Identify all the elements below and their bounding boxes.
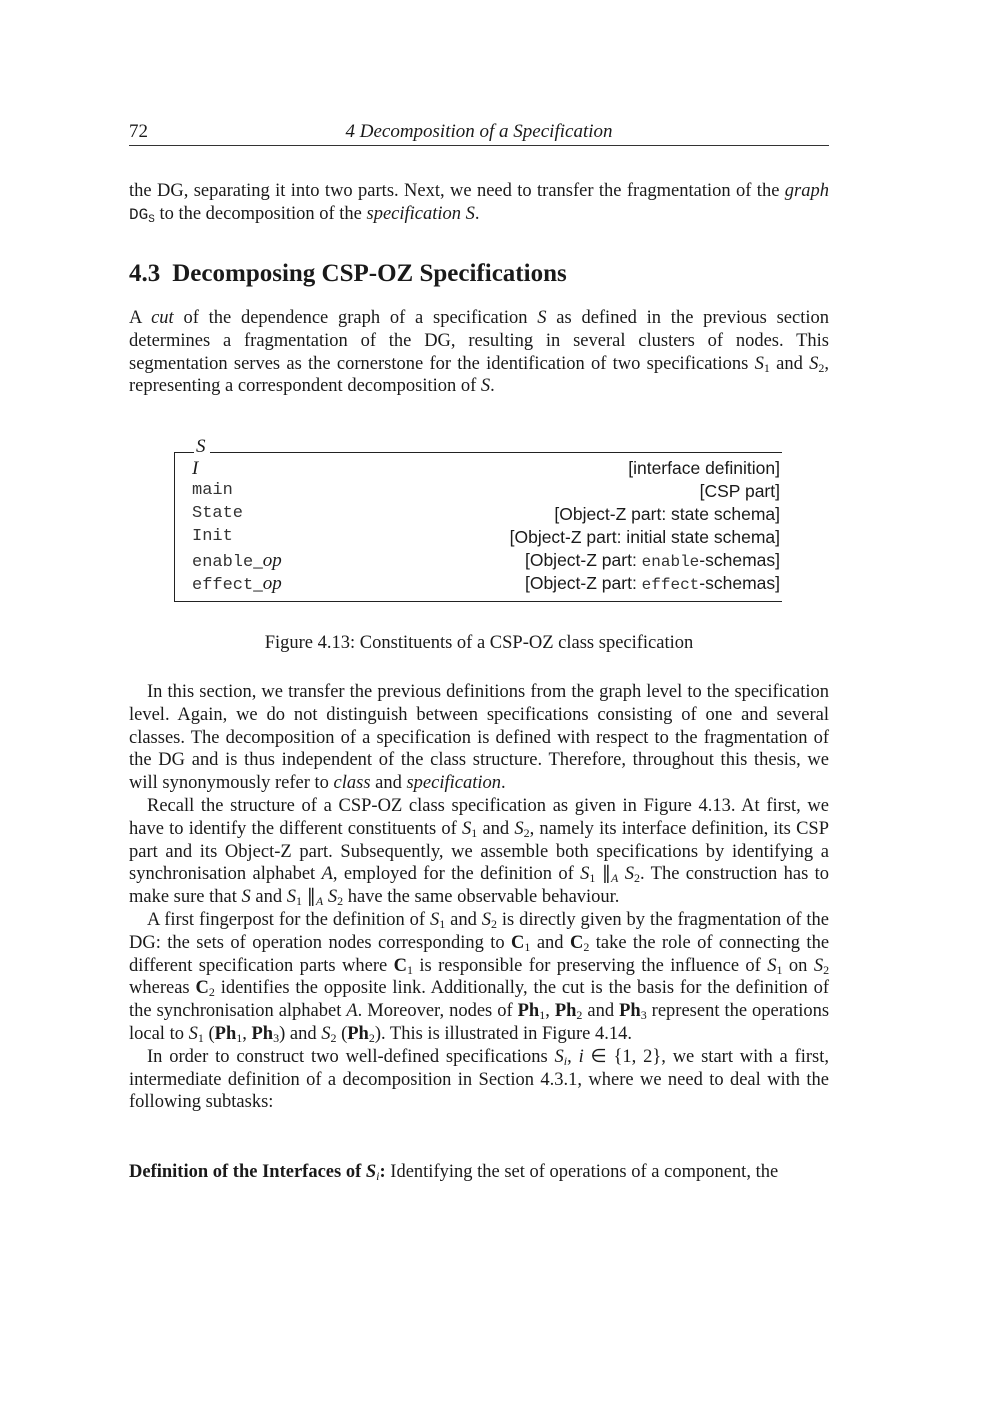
chapter-title: 4 Decomposition of a Specification (345, 121, 613, 142)
schema-row-init (192, 527, 780, 549)
section-number: 4.3 (129, 260, 161, 287)
definition-item: Definition of the Interfaces of $S_i$: Identifying the set of operations of a component, the (129, 1162, 779, 1183)
schema-top-rule (210, 452, 782, 453)
schema-value: [CSP part] (699, 481, 780, 501)
schema-key: I (192, 458, 199, 479)
paragraph-2: Recall the structure of a CSP-OZ class specification as given in Figure 4.13. At first, we have to identify the different constituents of $S_1$ and $S_2$, namely its interface definition, its CSP part and its Object-Z part. Subsequently, we assemble both specifications by identifying a synchronisation alphabet A, employed for the definition of $S_1$ $\parallel_A$ $S_2$. The construction has to make sure that S and $S_1$ $\parallel_A$ $S_2$ have the same observable behaviour. (129, 795, 830, 909)
body-text (129, 681, 829, 1114)
schema-key: effect_op (192, 573, 282, 595)
schema-left-rule (174, 452, 175, 602)
schema-key: main (192, 481, 233, 500)
schema-value: [Object-Z part: initial state schema] (509, 527, 780, 547)
paragraph-1: In this section, we transfer the previous definitions from the graph level to the specification level. Again, we do not distinguish between specifications consisting of one and several classes. The decomposition of a specification is defined with respect to the fragmentation of the DG and is thus independent of the class structure. Therefore, throughout this thesis, we will synonymously refer to class and specification. (129, 682, 829, 794)
schema-bottom-rule (174, 601, 782, 602)
schema-name: S (196, 436, 206, 457)
schema-value: [Object-Z part: state schema] (554, 504, 780, 524)
schema-top-rule-left (174, 452, 194, 453)
page-number: 72 (129, 121, 148, 142)
definition-term: Definition of the Interfaces of (129, 1162, 362, 1182)
paragraph-3: A first fingerpost for the definition of $S_1$ and $S_2$ is directly given by the fragmentation of the DG: the sets of operation nodes corresponding to $C_1$ and $C_2$ take the role of connecting the different specification parts where $C_1$ is responsible for preserving the influence of $S_1$ on $S_2$ whereas $C_2$ identifies the opposite link. Additionally, the cut is the basis for the definition of the synchronisation alphabet A. Moreover, nodes of $Ph_1$, $Ph_2$ and $Ph_3$ represent the operations local to $S_1$ ($Ph_1$, $Ph_3$) and $S_2$ $(Ph_2)$. This is illustrated in Figure 4.14. (129, 909, 830, 1045)
schema-row-state (192, 504, 780, 526)
schema-value: [Object-Z part: effect-schemas] (524, 573, 780, 594)
schema-row-main (192, 481, 780, 503)
schema-row-enable (192, 550, 780, 572)
intro-paragraph: the DG, separating it into two parts. Next, we need to transfer the fragmentation of the graph $DG_S$ to the decomposition of the specification S. (129, 181, 829, 226)
schema-key: Init (192, 527, 233, 546)
schema-key: enable_op (192, 550, 282, 572)
schema-value: [interface definition] (628, 458, 780, 478)
section-heading (129, 260, 567, 288)
figure-caption: Figure 4.13: Constituents of a CSP-OZ class specification (264, 633, 694, 653)
class-schema-box (174, 436, 782, 602)
running-header (129, 121, 829, 146)
section-title: Decomposing CSP-OZ Specifications (172, 260, 567, 287)
paragraph-cut: A cut of the dependence graph of a specification S as defined in the previous section determines a fragmentation of the DG, resulting in several clusters of nodes. This segmentation serves as the cornerstone for the identification of two specifications $S_1$ and $S_2$, representing a correspondent decomposition of S. (129, 308, 830, 397)
schema-row-interface (192, 458, 780, 480)
schema-key: State (192, 504, 244, 523)
definition-text: Identifying the set of operations of a component, the (390, 1162, 779, 1182)
schema-row-effect (192, 573, 780, 595)
schema-value: [Object-Z part: enable-schemas] (524, 550, 780, 571)
paragraph-4: In order to construct two well-defined specifications $S_i$, i ∈ {1, 2}, we start with a first, intermediate definition of a decomposition in Section 4.3.1, where we need to deal with the following subtasks: (129, 1046, 830, 1113)
